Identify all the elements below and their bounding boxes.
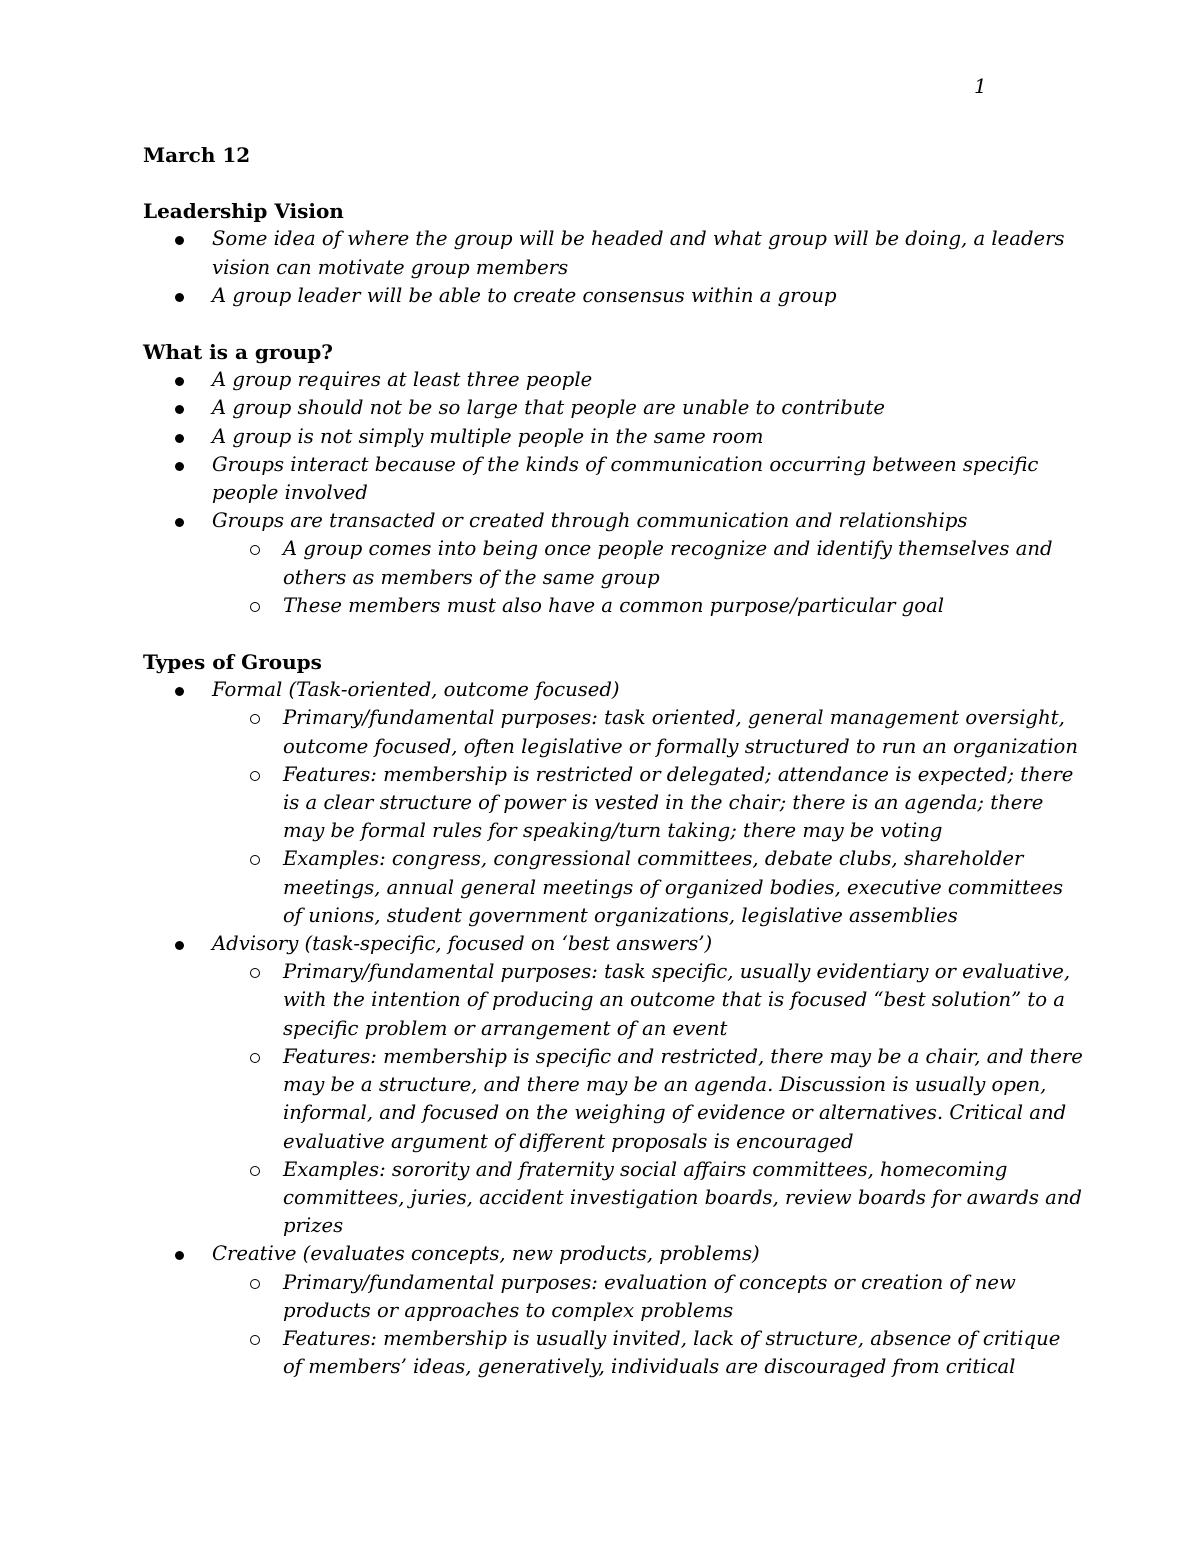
bullet-dot-icon: [175, 518, 184, 527]
section-what-is-a-group: [143, 338, 1083, 620]
bullet-dot-icon: [175, 1251, 184, 1260]
bullet-dot-icon: [175, 377, 184, 386]
bullet-dot-icon: [175, 941, 184, 950]
bullet-dot-icon: [175, 236, 184, 245]
sub-list-item: Primary/fundamental purposes: task oriented, general management oversight, outcome focused, often legislative or formally structured to run an organization: [143, 704, 1083, 760]
sub-bullet-list: [143, 958, 1083, 1240]
section-leadership-vision: [143, 197, 1083, 310]
bullet-list: [143, 676, 1083, 1381]
sub-list-item: Features: membership is specific and restricted, there may be a chair, and there may be a structure, and there may be an agenda. Discussion is usually open, informal, and focused on the weighing of evidence or alternatives. Critical and evaluative argument of different proposals is encouraged: [143, 1043, 1083, 1156]
list-item: Formal (Task-oriented, outcome focused) Primary/fundamental purposes: task oriented, general management oversight, outcome focused, often legislative or formally structured to run an organization Features: membership is restricted or delegated; attendance is expected; there is a clear structure of power is vested in the chair; there is an agenda; there may be formal rules for speaking/turn taking; there may be voting Examples: congress, congressional committees, debate clubs, shareholder meetings, annual general meetings of organized bodies, executive committees of unions, student government organizations, legislative assemblies: [143, 676, 1083, 930]
bullet-circle-icon: [250, 1053, 260, 1063]
section-title: What is a group?: [143, 340, 334, 365]
bullet-dot-icon: [175, 687, 184, 696]
list-item: A group leader will be able to create consensus within a group: [143, 282, 1083, 310]
section-title: Leadership Vision: [143, 199, 344, 224]
bullet-list: [143, 366, 1083, 620]
sub-list-item: A group comes into being once people recognize and identify themselves and others as members of the same group: [143, 535, 1083, 591]
list-item: A group should not be so large that people are unable to contribute: [143, 394, 1083, 422]
list-item: Advisory (task-specific, focused on ‘best answers’) Primary/fundamental purposes: task specific, usually evidentiary or evaluative, with the intention of producing an outcome that is focused “best solution” to a specific problem or arrangement of an event Features: membership is specific and restricted, there may be a chair, and there may be a structure, and there may be an agenda. Discussion is usually open, informal, and focused on the weighing of evidence or alternatives. Critical and evaluative argument of different proposals is encouraged Examples: sorority and fraternity social affairs committees, homecoming committees, juries, accident investigation boards, review boards for awards and prizes: [143, 930, 1083, 1240]
section-title: Types of Groups: [143, 650, 322, 675]
document-body: [143, 141, 1083, 1409]
sub-bullet-list: [143, 535, 1083, 620]
bullet-circle-icon: [250, 1166, 260, 1176]
bullet-list: [143, 225, 1083, 310]
list-item: Groups are transacted or created through communication and relationships A group comes into being once people recognize and identify themselves and others as members of the same group These members must also have a common purpose/particular goal: [143, 507, 1083, 620]
section-types-of-groups: [143, 648, 1083, 1381]
bullet-dot-icon: [175, 462, 184, 471]
bullet-dot-icon: [175, 434, 184, 443]
sub-list-item: Features: membership is restricted or delegated; attendance is expected; there is a clear structure of power is vested in the chair; there is an agenda; there may be formal rules for speaking/turn taking; there may be voting: [143, 761, 1083, 846]
sub-list-item: Features: membership is usually invited, lack of structure, absence of critique of members’ ideas, generatively, individuals are discouraged from critical: [143, 1325, 1083, 1381]
sub-bullet-list: [143, 704, 1083, 930]
bullet-dot-icon: [175, 405, 184, 414]
sub-list-item: Examples: congress, congressional committees, debate clubs, shareholder meetings, annual general meetings of organized bodies, executive committees of unions, student government organizations, legislative assemblies: [143, 845, 1083, 930]
list-item: Some idea of where the group will be headed and what group will be doing, a leaders vision can motivate group members: [143, 225, 1083, 281]
bullet-circle-icon: [250, 1335, 260, 1345]
list-item: Groups interact because of the kinds of communication occurring between specific people involved: [143, 451, 1083, 507]
date-heading: March 12: [143, 143, 251, 167]
bullet-circle-icon: [250, 1279, 260, 1289]
sub-list-item: Primary/fundamental purposes: task specific, usually evidentiary or evaluative, with the intention of producing an outcome that is focused “best solution” to a specific problem or arrangement of an event: [143, 958, 1083, 1043]
sub-list-item: Examples: sorority and fraternity social affairs committees, homecoming committees, juries, accident investigation boards, review boards for awards and prizes: [143, 1156, 1083, 1241]
list-item: A group is not simply multiple people in the same room: [143, 423, 1083, 451]
sub-list-item: These members must also have a common purpose/particular goal: [143, 592, 1083, 620]
page-number: 1: [974, 74, 987, 98]
bullet-circle-icon: [250, 602, 260, 612]
sub-list-item: Primary/fundamental purposes: evaluation of concepts or creation of new products or approaches to complex problems: [143, 1269, 1083, 1325]
bullet-circle-icon: [250, 771, 260, 781]
list-item: Creative (evaluates concepts, new products, problems) Primary/fundamental purposes: evaluation of concepts or creation of new products or approaches to complex problems Features: membership is usually invited, lack of structure, absence of critique of members’ ideas, generatively, individuals are discouraged from critical: [143, 1240, 1083, 1381]
list-item: A group requires at least three people: [143, 366, 1083, 394]
bullet-dot-icon: [175, 293, 184, 302]
sub-bullet-list: [143, 1269, 1083, 1382]
